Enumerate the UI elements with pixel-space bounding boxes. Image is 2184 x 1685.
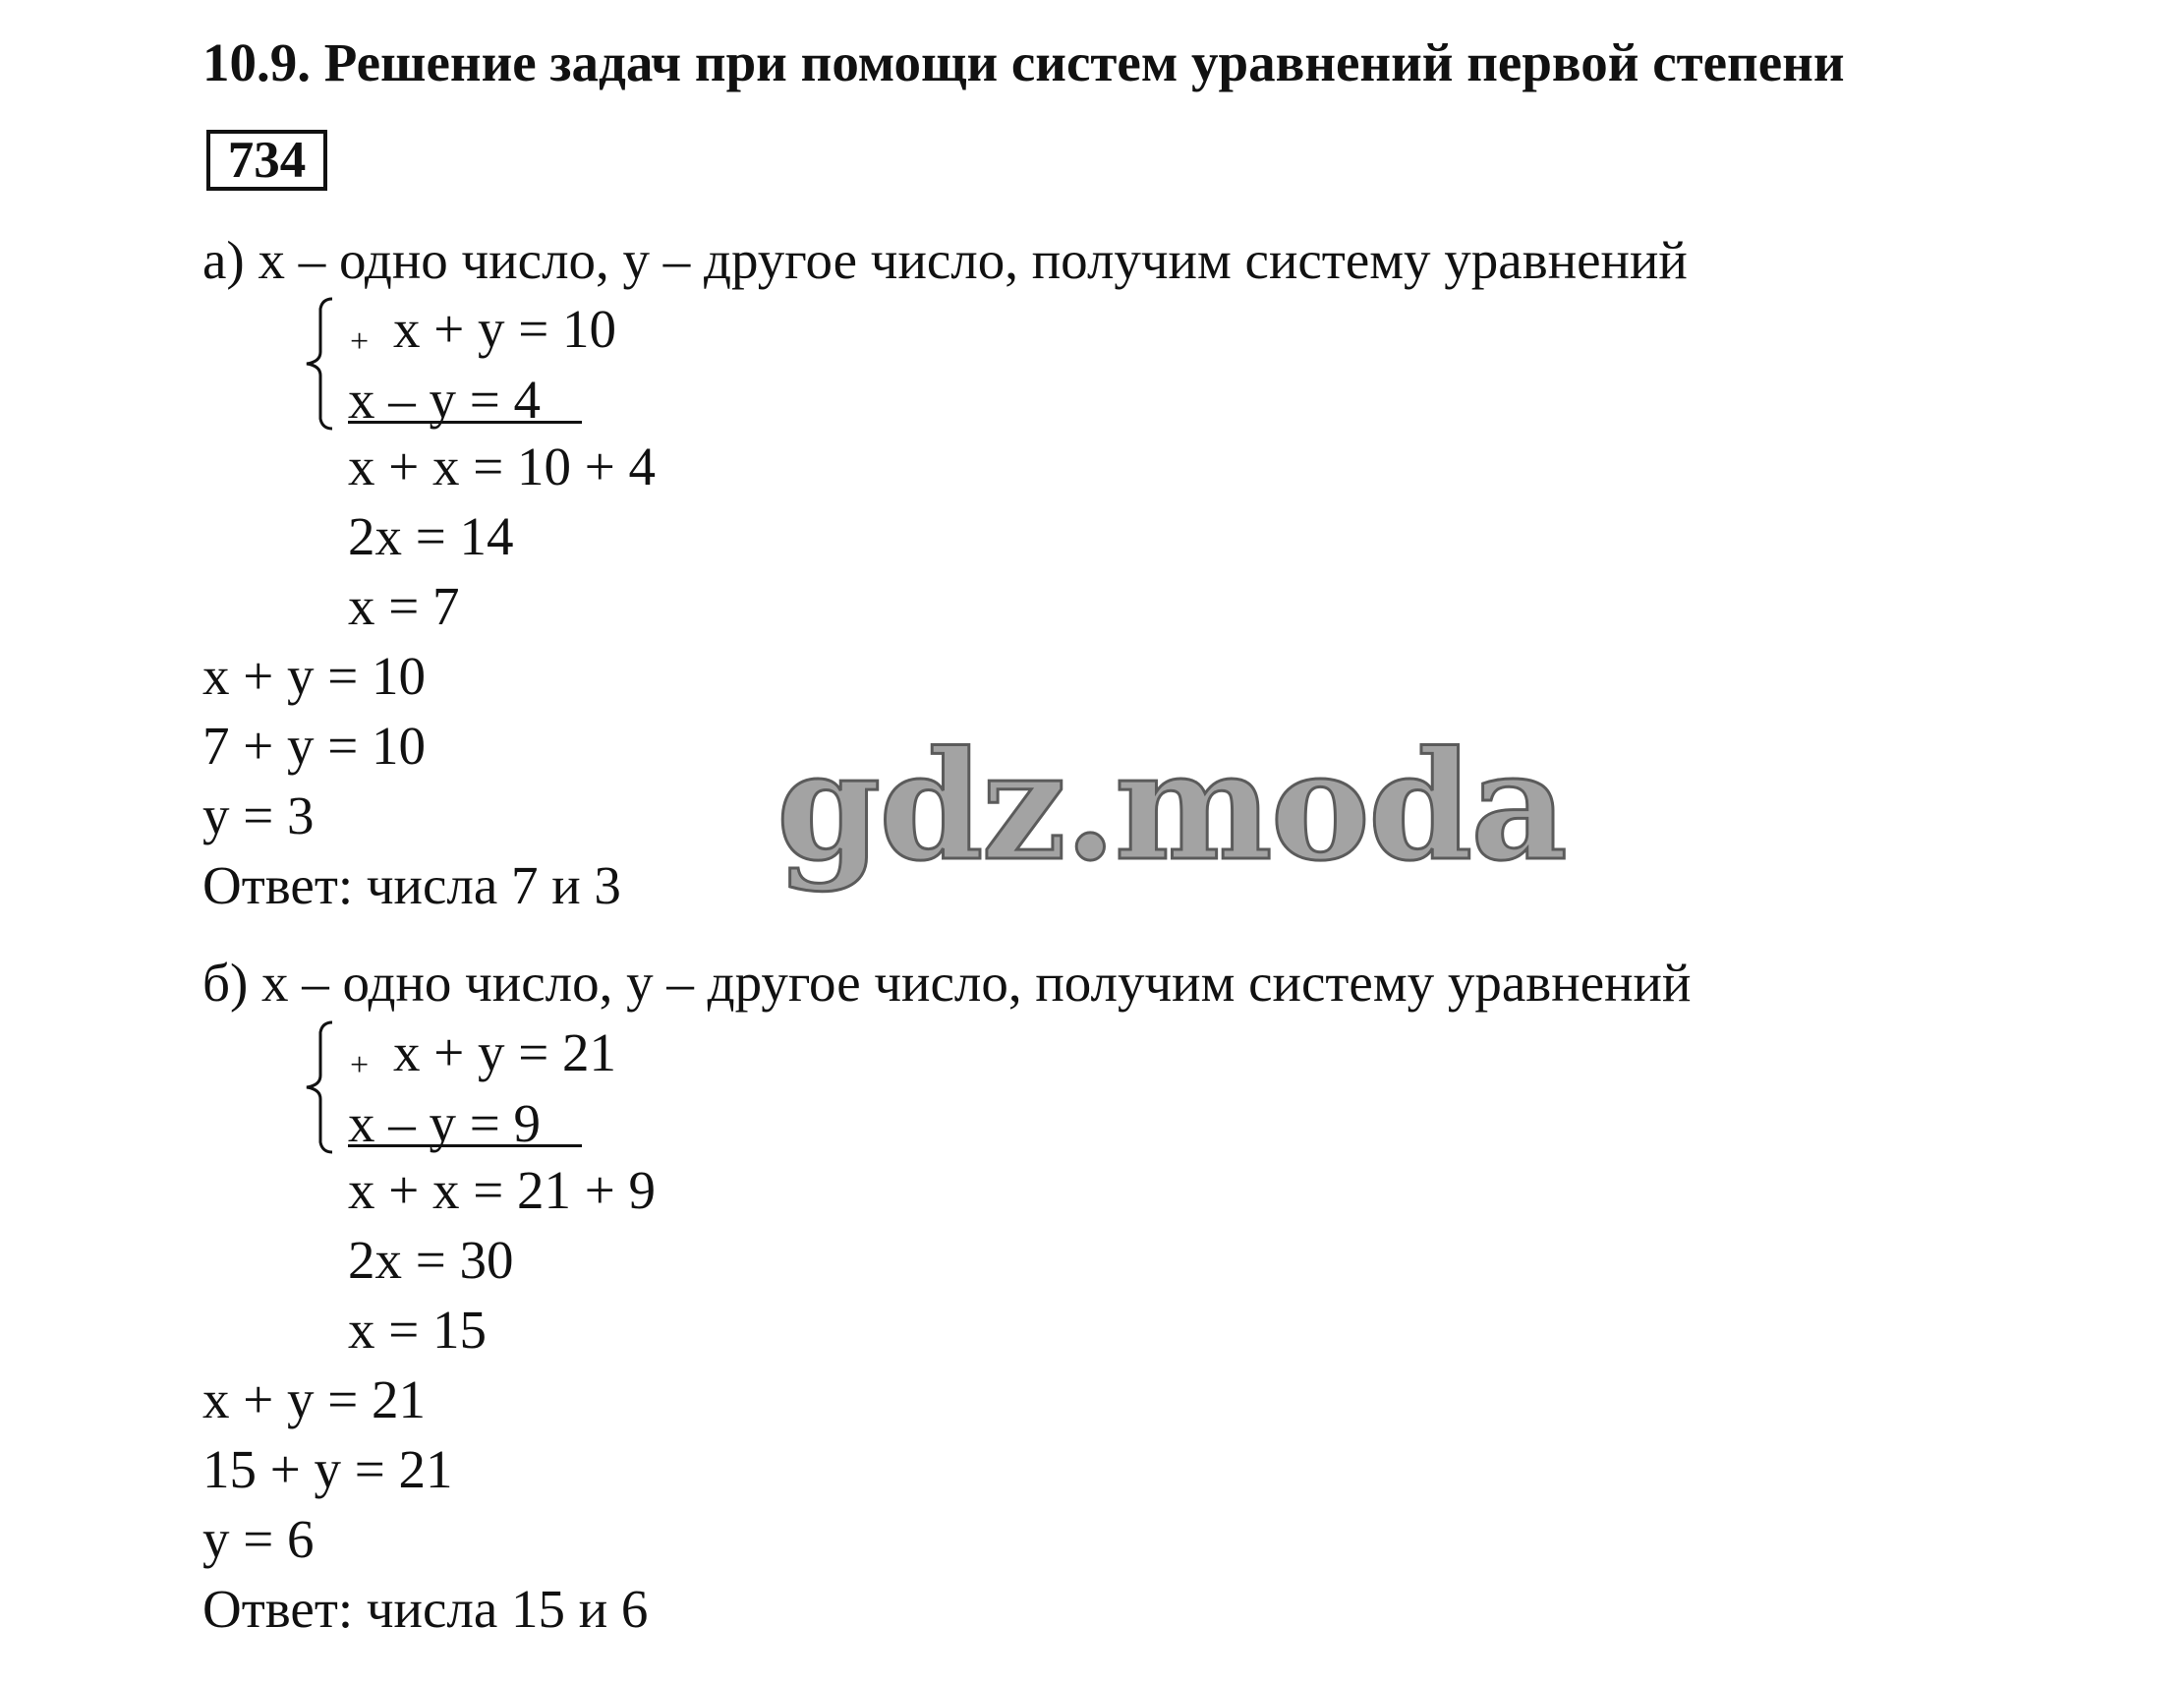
part-b-step-1: x + x = 21 + 9 xyxy=(348,1160,657,1220)
part-b-substitution-1: x + y = 21 xyxy=(202,1369,427,1429)
part-a-substitution-3: y = 3 xyxy=(202,785,315,845)
part-a-step-2: 2x = 14 xyxy=(348,506,514,566)
part-a-equation-1: x + y = 10 xyxy=(393,299,617,359)
part-b-substitution-2: 15 + y = 21 xyxy=(202,1439,453,1499)
section-heading: 10.9. Решение задач при помощи систем уравнений первой степени xyxy=(202,32,1845,92)
part-b-equation-2: x – y = 9 xyxy=(348,1089,582,1147)
part-a-step-3: x = 7 xyxy=(348,576,460,636)
part-a-intro: а) x – одно число, y – другое число, получим систему уравнений xyxy=(202,230,1688,290)
part-b-step-3: x = 15 xyxy=(348,1300,488,1360)
part-b-step-2: 2x = 30 xyxy=(348,1230,514,1290)
watermark-logo: gdz.moda xyxy=(776,718,1566,894)
part-a-equation-2: x – y = 4 xyxy=(348,366,582,424)
part-b-equation-1: x + y = 21 xyxy=(393,1022,617,1082)
part-a-step-1: x + x = 10 + 4 xyxy=(348,436,657,496)
part-a-plus-sign: + xyxy=(350,323,370,360)
problem-number-box: 734 xyxy=(206,130,327,191)
part-b-substitution-3: y = 6 xyxy=(202,1509,315,1569)
part-b-system-brace xyxy=(299,1018,338,1156)
part-a-answer: Ответ: числа 7 и 3 xyxy=(202,855,621,915)
part-b-answer: Ответ: числа 15 и 6 xyxy=(202,1579,649,1639)
part-b-intro: б) x – одно число, y – другое число, получим систему уравнений xyxy=(202,953,1692,1013)
part-b-plus-sign: + xyxy=(350,1047,370,1083)
part-a-system-brace xyxy=(299,295,338,433)
part-a-substitution-2: 7 + y = 10 xyxy=(202,716,427,776)
part-a-substitution-1: x + y = 10 xyxy=(202,646,427,706)
